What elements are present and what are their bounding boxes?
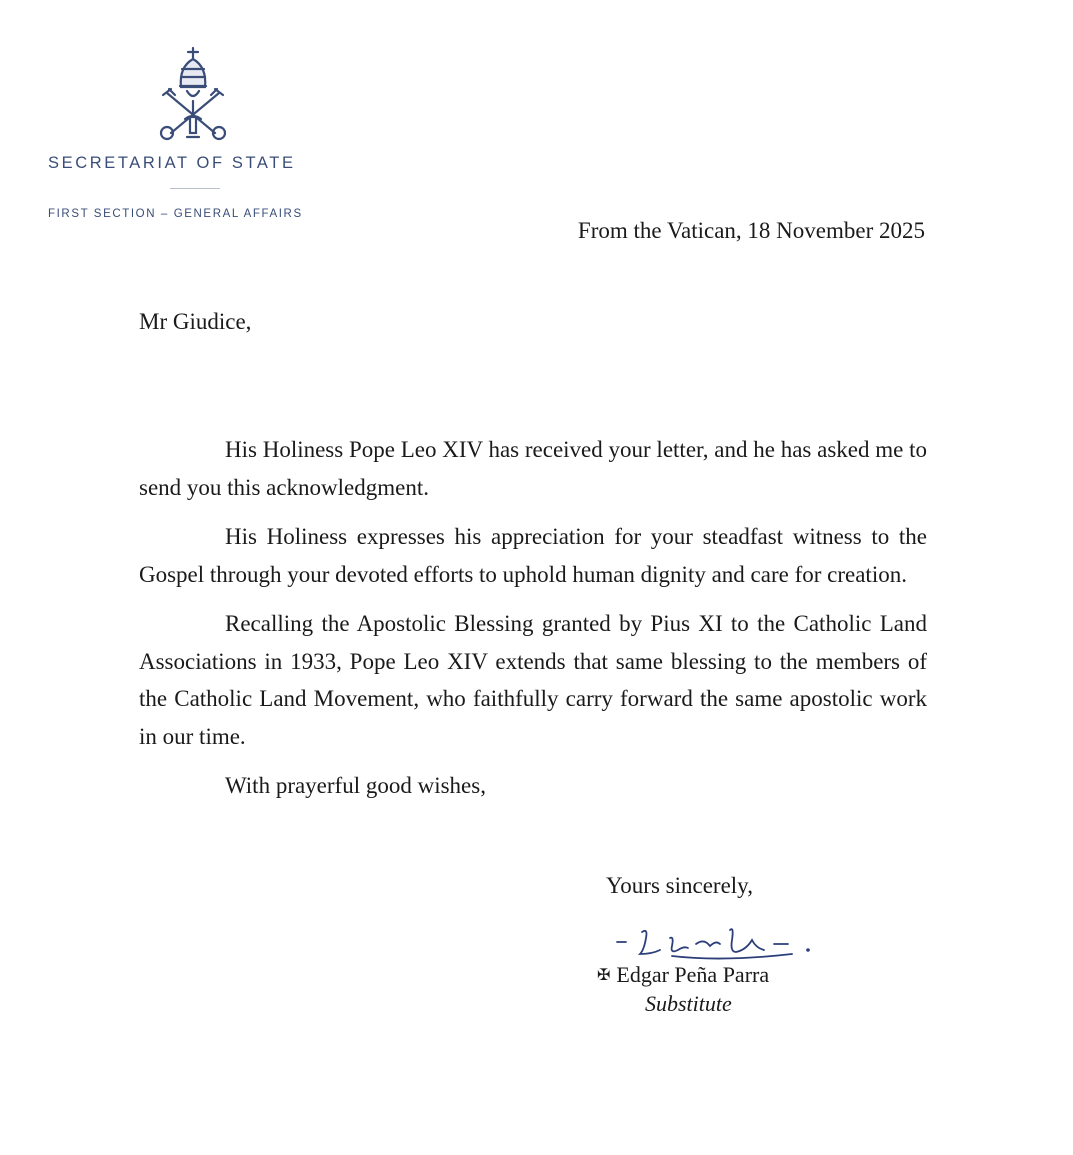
salutation: Mr Giudice, [139,309,252,334]
letter-body [139,431,927,817]
body-paragraph: Recalling the Apostolic Blessing granted by Pius XI to the Catholic Land Associations in 1933, Pope Leo XIV extends that same blessing to the members of the Catholic Land Movement, who faithfully carry forward the same apostolic work in our time. [139,611,927,749]
body-paragraph: With prayerful good wishes, [225,773,486,798]
letterhead-divider [170,188,220,189]
body-paragraph: His Holiness expresses his appreciation for your steadfast witness to the Gospel through your devoted efforts to uphold human dignity and care for creation. [139,524,927,587]
organization-name: SECRETARIAT OF STATE [48,154,296,172]
maltese-cross-icon: ✠ [597,967,611,984]
letter-date: From the Vatican, 18 November 2025 [577,218,925,243]
signer-line [597,962,769,988]
signer-title: Substitute [645,991,732,1016]
papal-keys-tiara-emblem-icon [153,45,233,145]
body-paragraph: His Holiness Pope Leo XIV has received your letter, and he has asked me to send you this acknowledgment. [139,437,927,500]
signer-name: Edgar Peña Parra [616,962,770,987]
organization-section: FIRST SECTION – GENERAL AFFAIRS [48,208,303,220]
closing: Yours sincerely, [606,873,753,898]
